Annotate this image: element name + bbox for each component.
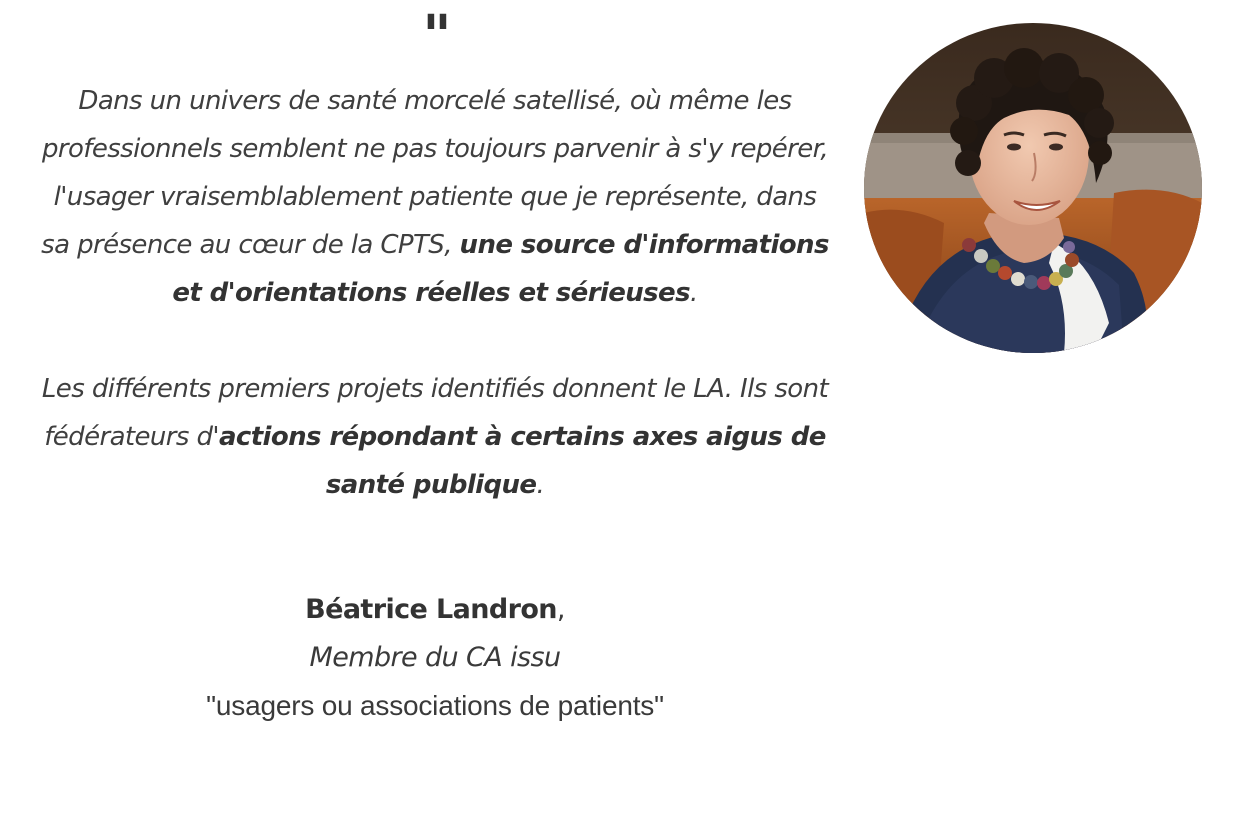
author-role: Membre du CA issu — [309, 642, 561, 673]
quote-paragraph-2-end: . — [536, 470, 545, 500]
quote-paragraph-2-emphasis: actions répondant à certains axes aigus de santé publique — [218, 422, 826, 500]
quote-paragraph-1-text: Dans un univers de santé morcelé satellisé, où même les professionnels semblent ne pas toujours parvenir à s'y repérer, l'usager vraisemblablement patiente que je représente, dans sa présence au cœur de la CPTS, — [41, 86, 828, 260]
quote-paragraph-1-end: . — [689, 278, 698, 308]
quote-paragraph-2-text: Les différents premiers projets identifiés donnent le LA. Ils sont fédérateurs d' — [41, 374, 829, 452]
testimonial-quote — [40, 77, 830, 509]
quote-mark-icon: " — [422, 3, 448, 69]
author-name: Béatrice Landron — [305, 594, 557, 625]
quote-paragraph-2 — [40, 365, 830, 509]
author-group: "usagers ou associations de patients" — [206, 690, 664, 721]
author-photo — [864, 23, 1202, 353]
testimonial-author — [40, 586, 830, 730]
quote-paragraph-1-emphasis: une source d'informations et d'orientations réelles et sérieuses — [172, 230, 829, 308]
quote-paragraph-1 — [40, 77, 830, 317]
author-comma: , — [556, 594, 565, 625]
author-line — [40, 586, 830, 634]
